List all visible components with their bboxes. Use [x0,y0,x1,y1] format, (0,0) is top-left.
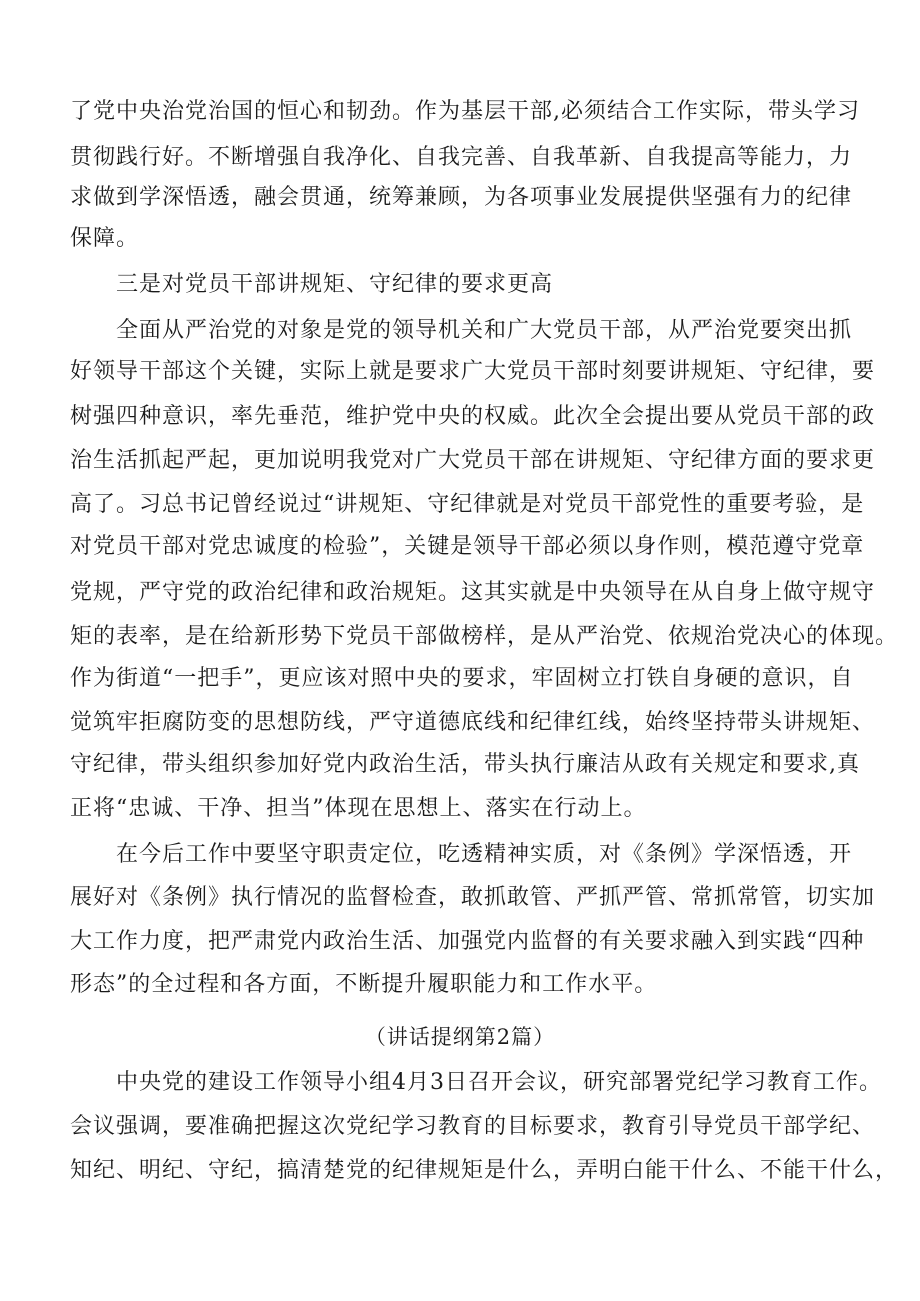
para3-line-3: 大工作力度，把严肃党内政治生活、加强党内监督的有关要求融入到实践“四种 [70,929,865,954]
para2-line-5: 高了。习总书记曾经说过“讲规矩、守纪律就是对党员干部党性的重要考验，是 [70,492,865,517]
para2-line-8: 矩的表率，是在给新形势下党员干部做榜样，是从严治党、依规治党决心的体现。 [70,624,899,649]
para2-line-9: 作为街道“一把手”，更应该对照中央的要求，牢固树立打铁自身硬的意识，自 [70,666,854,691]
para2-line-2: 好领导干部这个关键，实际上就是要求广大党员干部时刻要讲规矩、守纪律，要 [70,359,876,384]
para4-line-1: 中央党的建设工作领导小组4月3日召开会议，研究部署党纪学习教育工作。 [116,1070,882,1095]
para2-line-7: 党规，严守党的政治纪律和政治规矩。这其实就是中央领导在从自身上做守规守 [70,580,876,605]
para4-line-3: 知纪、明纪、守纪，搞清楚党的纪律规矩是什么，弄明白能干什么、不能干什么， [70,1158,899,1183]
para2-line-11: 守纪律，带头组织参加好党内政治生活，带头执行廉洁从政有关规定和要求,真 [70,752,860,777]
section-subtitle: （讲话提纲第2篇） [364,1025,556,1049]
para2-line-10: 觉筑牢拒腐防变的思想防线，严守道德底线和纪律红线，始终坚持带头讲规矩、 [70,710,876,735]
para3-line-1: 在今后工作中要坚守职责定位，吃透精神实质，对《条例》学深悟透，开 [116,842,853,867]
para3-line-2: 展好对《条例》执行情况的监督检查，敢抓敢管、严抓严管、常抓常管，切实加 [70,885,876,910]
para1-line-1: 了党中央治党治国的恒心和韧劲。作为基层干部,必须结合工作实际，带头学习 [70,99,860,124]
para1-line-3: 求做到学深悟透，融会贯通，统筹兼顾，为各项事业发展提供坚强有力的纪律 [70,185,853,210]
para3-line-4: 形态”的全过程和各方面，不断提升履职能力和工作水平。 [70,972,658,997]
para2-line-12: 正将“忠诚、干净、担当”体现在思想上、落实在行动上。 [70,796,647,821]
para2-line-4: 治生活抓起严起，更加说明我党对广大党员干部在讲规矩、守纪律方面的要求更 [70,448,876,473]
para1-line-2: 贯彻践行好。不断增强自我净化、自我完善、自我革新、自我提高等能力，力 [70,145,853,170]
para2-line-1: 全面从严治党的对象是党的领导机关和广大党员干部，从严治党要突出抓 [116,318,853,343]
para1-line-4: 保障。 [70,226,140,251]
para4-line-2: 会议强调，要准确把握这次党纪学习教育的目标要求，教育引导党员干部学纪、 [70,1114,876,1139]
para2-line-6: 对党员干部对党忠诚度的检验”，关键是领导干部必须以身作则，模范遵守党章 [70,534,865,559]
section-heading-3: 三是对党员干部讲规矩、守纪律的要求更高 [116,272,554,297]
para2-line-3: 树强四种意识，率先垂范，维护党中央的权威。此次全会提出要从党员干部的政 [70,404,876,429]
